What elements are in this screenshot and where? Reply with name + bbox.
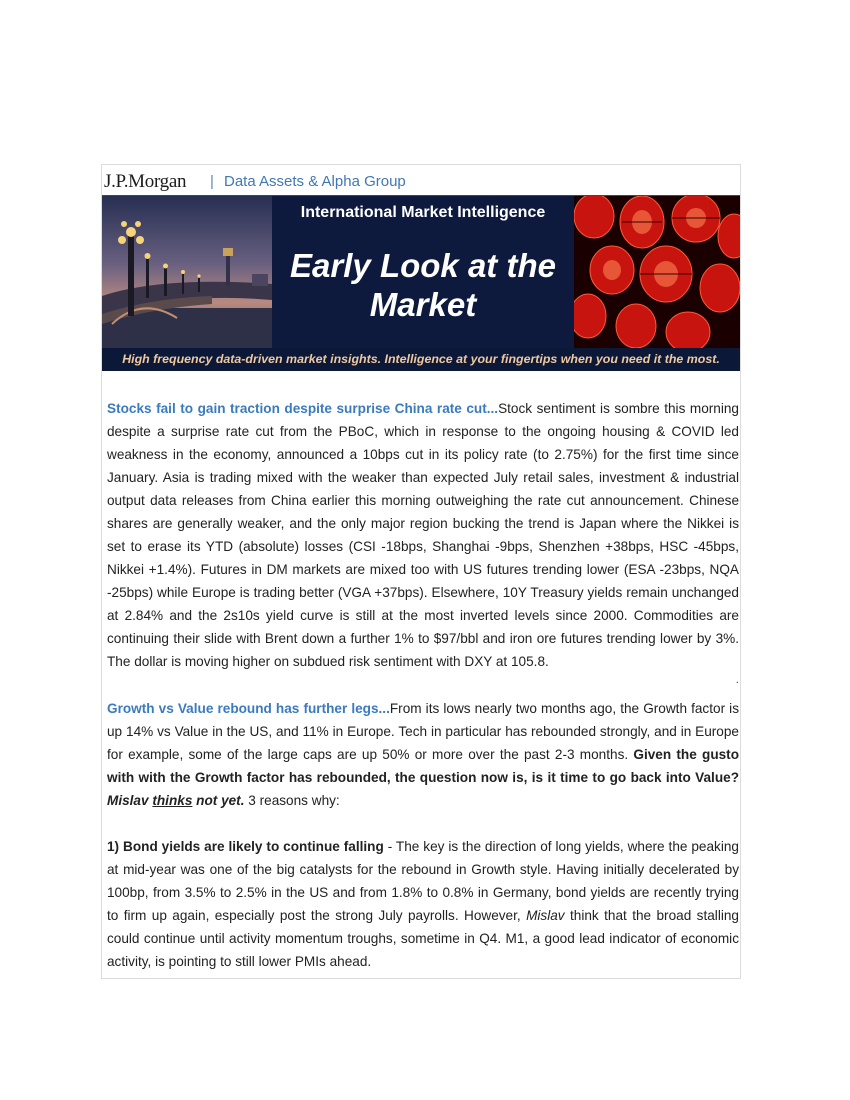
body-bond-yields-b: think that the broad stalling could continue until activity momentum troughs, sometime in Q4. M1, a good lead indicator of economic activity, is pointing to still lower PMIs ahead. [107, 908, 739, 969]
reasons-intro: 3 reasons why: [244, 793, 340, 808]
headline-bond-yields: 1) Bond yields are likely to continue falling [107, 839, 384, 854]
lanterns-illustration [574, 196, 740, 348]
emphasis-not-yet: not yet. [196, 793, 245, 808]
header-bar [102, 165, 740, 196]
body-bond-yields-a: - The key is the direction of long yields, where the peaking at mid-year was one of the big catalysts for the rebound in Growth style. Having initially decelerated by 100bp, from 3.5% to 2.5% in the US and from 1.8% to 0.8% in Germany, bond yields are recently trying to firm up again, especially post the strong July payrolls. However, [107, 839, 739, 923]
banner [102, 196, 740, 371]
banner-tagline: High frequency data-driven market insights. Intelligence at your fingertips when you need it the most. [102, 348, 740, 371]
emphasis-thinks: thinks [152, 793, 193, 808]
paragraph-bond-yields [107, 835, 739, 973]
body-growth-vs-value: From its lows nearly two months ago, the Growth factor is up 14% vs Value in the US, and 11% in Europe. Tech in particular has rebounded strongly, and in Europe for example, some of the large caps are up 50% or more over the past 2-3 months. [107, 701, 740, 762]
header-divider: | [210, 173, 214, 190]
banner-kicker: International Market Intelligence [300, 204, 546, 221]
analyst-name-2: Mislav [526, 908, 565, 923]
bold-question: Given the gusto with with the Growth factor has rebounded, the question now is, is it time to go back into Value? [107, 747, 740, 785]
article-body [107, 397, 739, 973]
banner-title: Early Look at the Market [290, 247, 556, 323]
paris-bridge-image [102, 196, 272, 348]
paragraph-growth-vs-value [107, 697, 739, 812]
headline-china-rate-cut: Stocks fail to gain traction despite surprise China rate cut... [107, 401, 499, 416]
jpmorgan-logo: J.P.Morgan [104, 171, 187, 192]
newsletter-card [101, 164, 741, 979]
bridge-illustration [102, 196, 272, 348]
trailing-dot: . [735, 672, 739, 686]
body-china-rate-cut: Stock sentiment is sombre this morning despite a surprise rate cut from the PBoC, which in response to the ongoing housing & COVID led weakness in the economy, announced a 10bps cut in its policy rate (to 2.75%) for the first time since January. Asia is trading mixed with the weaker than expected July retail sales, investment & industrial output data releases from China earlier this morning outweighing the rate cut announcement. Chinese shares are generally weaker, and the only major region bucking the trend is Japan where the Nikkei is set to erase its YTD (absolute) losses (CSI -18bps, Shanghai -9bps, Shenzhen +38bps, HSC -45bps, Nikkei +1.4%). Futures in DM markets are mixed too with US futures trending lower (ESA -23bps, NQA -25bps) while Europe is trading better (VGA +37bps). Elsewhere, 10Y Treasury yields remain unchanged at 2.84% and the 2s10s yield curve is still at the most inverted levels since 2000. Commodities are continuing their slide with Brent down a further 1% to $97/bbl and iron ore futures trending lower by 3%. The dollar is moving higher on subdued risk sentiment with DXY at 105.8. [107, 401, 739, 669]
banner-title-panel [272, 196, 574, 348]
paragraph-china-rate-cut [107, 397, 739, 673]
headline-growth-vs-value: Growth vs Value rebound has further legs... [107, 701, 390, 716]
analyst-name: Mislav [107, 793, 149, 808]
lanterns-image [574, 196, 740, 348]
group-name: Data Assets & Alpha Group [224, 173, 406, 190]
